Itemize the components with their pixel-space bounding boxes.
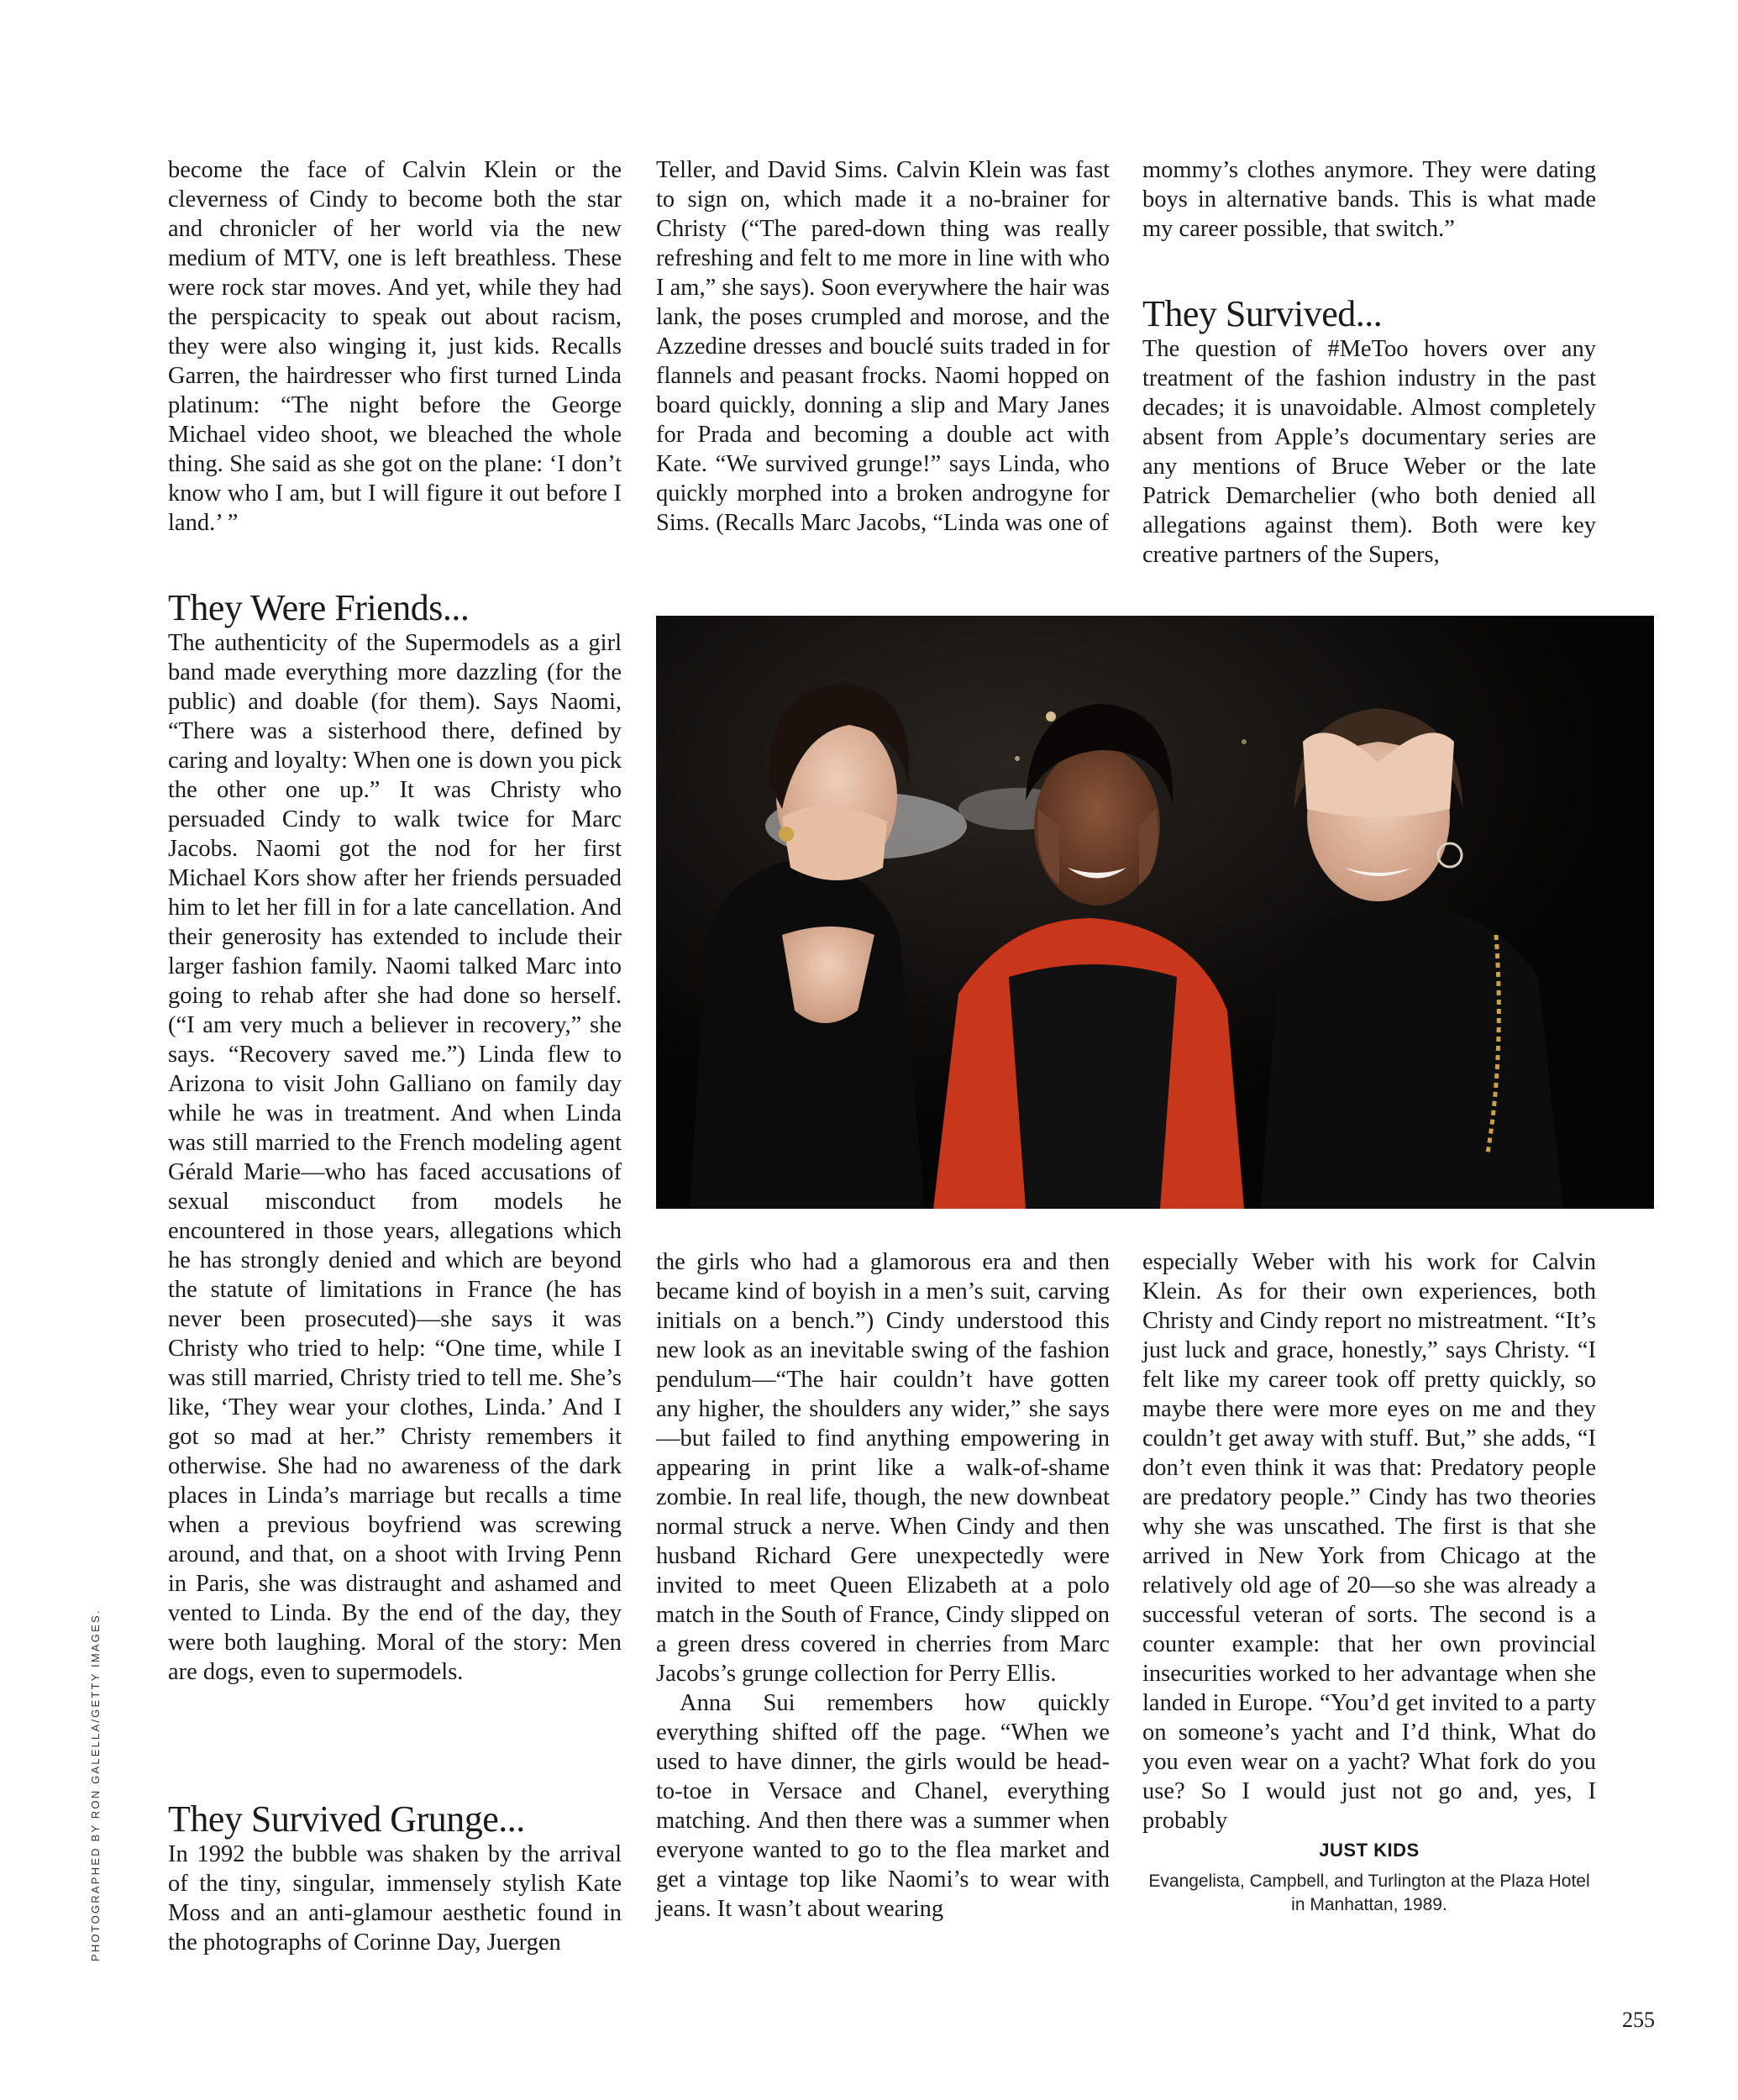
- column-1-intro: [168, 155, 622, 538]
- column-3-top: [1142, 155, 1596, 244]
- paragraph: Anna Sui remembers how quickly everything shifted off the page. “When we used to have dinner, the girls would be head-to-toe in Versace and Chanel, everything matching. And then there was a summer when everyone wanted to go to the flea market and get a vintage top like Naomi’s to wear with jeans. It wasn’t about wearing: [656, 1690, 1110, 1922]
- column-1-friends: [168, 588, 622, 1687]
- paragraph: become the face of Calvin Klein or the cleverness of Cindy to become both the star and chronicler of her world via the new medium of MTV, one is left breathless. These were rock star moves. And yet, while they had the perspicacity to speak out about racism, they were also winging it, just kids. Recalls Garren, the hairdresser who first turned Linda platinum: “The night before the George Michael video shoot, we bleached the whole thing. She said as she got on the plane: ‘I don’t know who I am, but I will figure it out before I land.’ ”: [168, 157, 622, 536]
- page-number: 255: [1622, 2008, 1655, 2032]
- paragraph: the girls who had a glamorous era and then became kind of boyish in a men’s suit, carving initials on a bench.”) Cindy understood this new look as an inevitable swing of the fashion pendulum—“The hair couldn’t have gotten any higher, the shoulders any wider,” she says—but failed to find anything empowering in appearing in print like a walk-of-shame zombie. In real life, though, the new downbeat normal struck a nerve. When Cindy and then husband Richard Gere unexpectedly were invited to meet Queen Elizabeth at a polo match in the South of France, Cindy slipped on a green dress covered in cherries from Marc Jacobs’s grunge collection for Perry Ellis.: [656, 1249, 1110, 1687]
- section-heading-survived: They Survived...: [1142, 293, 1383, 334]
- paragraph: The authenticity of the Supermodels as a girl band made everything more dazzling (for the public) and doable (for them). Says Naomi, “There was a sisterhood there, defined by caring and loyalty: When one is down you pick the other one up.” It was Christy who persuaded Cindy to walk twice for Marc Jacobs. Naomi got the nod for her first Michael Kors show after her friends persuaded him to let her fill in for a late cancellation. And their generosity has extended to include their larger fashion family. Naomi talked Marc into going to rehab after she had done so herself. (“I am very much a believer in recovery,” she says. “Recovery saved me.”) Linda flew to Arizona to visit John Galliano on family day while he was in treatment. And when Linda was still married to the French modeling agent Gérald Marie—who has faced accusations of sexual misconduct from models he encountered in those years, allegations which he has strongly denied and which are beyond the statute of limitations in France (he has never been prosecuted)—she says it was Christy who tried to help: “One time, while I was still married, Christy tried to tell me. She’s like, ‘They wear your clothes, Linda.’ And I got so mad at her.” Christy remembers it otherwise. She had no awareness of the dark places in Linda’s marriage but recalls a time when a previous boyfriend was screwing around, and that, on a shoot with Irving Penn in Paris, she was distraught and ashamed and vented to Linda. By the end of the day, they were both laughing. Moral of the story: Men are dogs, even to supermodels.: [168, 630, 622, 1685]
- paragraph: Teller, and David Sims. Calvin Klein was fast to sign on, which made it a no-brainer for Christy (“The pared-down thing was really refreshing and felt to me more in line with who I am,” she says). Soon everywhere the hair was lank, the poses crumpled and morose, and the Azzedine dresses and bouclé suits traded in for flannels and peasant frocks. Naomi hopped on board quickly, donning a slip and Mary Janes for Prada and becoming a double act with Kate. “We survived grunge!” says Linda, who quickly morphed into a broken androgyne for Sims. (Recalls Marc Jacobs, “Linda was one of: [656, 157, 1110, 536]
- paragraph: especially Weber with his work for Calvin Klein. As for their own experiences, both Christy and Cindy report no mistreatment. “It’s just luck and grace, honestly,” says Christy. “I felt like my career took off pretty quickly, so maybe there were more eyes on me and they couldn’t get away with stuff. But,” she adds, “I don’t even think it was that: Predatory people are predatory people.” Cindy has two theories why she was unscathed. The first is that she arrived in New York from Chicago at the relatively old age of 20—so she was already a successful veteran of sorts. The second is a counter example: that her own provincial insecurities worked to her advantage when she landed in Europe. “You’d get invited to a party on someone’s yacht and I’d think, What do you even wear on a yacht? What fork do you use? So I would just not go and, yes, I probably: [1142, 1249, 1596, 1834]
- paragraph: mommy’s clothes anymore. They were dating boys in alternative bands. This is what made my career possible, that switch.”: [1142, 157, 1596, 242]
- column-1-grunge: [168, 1799, 622, 1957]
- column-2-bottom: [656, 1247, 1110, 1924]
- section-heading-friends: They Were Friends...: [168, 587, 470, 628]
- article-photo: [656, 616, 1654, 1209]
- section-heading-grunge: They Survived Grunge...: [168, 1798, 525, 1840]
- caption-title: JUST KIDS: [1319, 1840, 1420, 1861]
- photo-credit: PHOTOGRAPHED BY RON GALELLA/GETTY IMAGES.: [89, 1609, 102, 1961]
- paragraph: In 1992 the bubble was shaken by the arrival of the tiny, singular, immensely stylish Kate Moss and an anti-glamour aesthetic found in the photographs of Corinne Day, Juergen: [168, 1841, 622, 1956]
- paragraph: The question of #MeToo hovers over any treatment of the fashion industry in the past decades; it is unavoidable. Almost completely absent from Apple’s documentary series are any mentions of Bruce Weber or the late Patrick Demarchelier (who both denied all allegations against them). Both were key creative partners of the Supers,: [1142, 336, 1596, 568]
- column-3-bottom: [1142, 1247, 1596, 1835]
- photo-caption: [1142, 1840, 1596, 1917]
- column-3-survived: [1142, 294, 1596, 570]
- caption-text: Evangelista, Campbell, and Turlington at the Plaza Hotel in Manhattan, 1989.: [1148, 1872, 1590, 1914]
- column-2-top: [656, 155, 1110, 538]
